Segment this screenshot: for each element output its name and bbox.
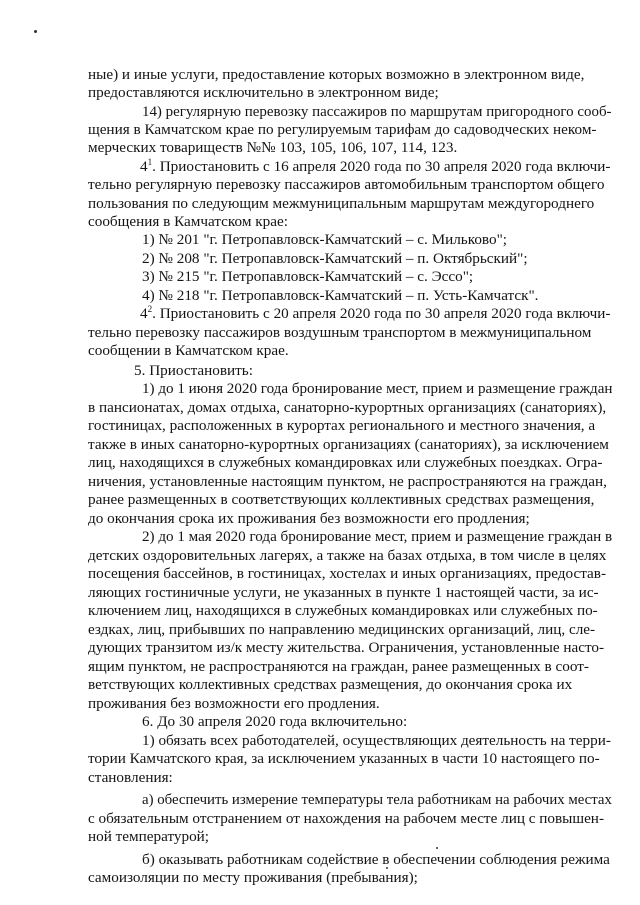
text-line: ветствующих коллективных средствах размещения, до окончания срока их [88,676,573,693]
text-line: щения в Камчатском крае по регулируемым тарифам до садоводческих неком- [88,121,597,138]
text-line: сообщения в Камчатском крае: [88,213,288,230]
text-line: $4^1$. Приостановить с 16 апреля 2020 года по 30 апреля 2020 года включи- [140,157,611,175]
text-line: а) обеспечить измерение температуры тела работникам на рабочих местах [142,791,612,808]
text-line: пользования по следующим межмуниципальным маршрутам междугороднего [88,195,595,212]
text-line: ничения, установленные настоящим пунктом, не распространяются на граждан, [88,473,607,490]
text-line: сообщении в Камчатском крае. [88,342,289,359]
text-line: посещения бассейнов, в гостиницах, хостелах и иных организациях, предостав- [88,565,607,582]
text-line: ной температурой; [88,828,210,845]
text-line: предоставляются исключительно в электронном виде; [88,84,439,101]
text-line: $4^2$. Приостановить с 20 апреля 2020 года по 30 апреля 2020 года включи- [140,304,611,322]
text-line: тории Камчатского края, за исключением указанных в части 10 настоящего по- [88,750,600,767]
text-line: 4) № 218 "г. Петропавловск-Камчатский – п. Усть-Камчатск". [142,287,539,304]
text-line: ездках, лиц, прибывших по направлению медицинских организаций, лиц, сле- [88,621,596,638]
text-line: 1) обязать всех работодателей, осуществляющих деятельность на терри- [142,732,611,749]
text-line: 2) № 208 "г. Петропавловск-Камчатский – п. Октябрьский"; [142,250,528,267]
superscript-number: 1 [147,157,153,167]
scan-speck [34,30,37,33]
text-line: 6. До 30 апреля 2020 года включительно: [142,713,408,730]
text-line: в пансионатах, домах отдыха, санаторно-курортных организациях (санаториях), [88,399,607,416]
text-line: 3) № 215 "г. Петропавловск-Камчатский – с. Эссо"; [142,268,474,285]
scan-speck [436,847,438,849]
superscript-number: 2 [147,304,153,314]
text-line: с обязательным отстранением от нахождения на рабочем месте лиц с повышен- [88,810,604,827]
text-line: 1) до 1 июня 2020 года бронирование мест, прием и размещение граждан [142,380,613,397]
text-line: 2) до 1 мая 2020 года бронирование мест, прием и размещение граждан в [142,528,613,545]
text-line: 14) регулярную перевозку пассажиров по маршрутам пригородного сооб- [142,103,612,120]
text-line: ляющих гостиничные услуги, не указанных в пункте 1 настоящей части, за ис- [88,584,599,601]
text-line: б) оказывать работникам содействие в обеспечении соблюдения режима [142,851,610,868]
text-line: самоизоляции по месту проживания (пребывания); [88,869,418,886]
text-line: лиц, находящихся в служебных командировках или служебных поездках. Огра- [88,454,603,471]
text-line: тельно перевозку пассажиров воздушным транспортом в межмуниципальном [88,324,592,341]
text-line: до окончания срока их проживания без возможности его продления; [88,510,530,527]
text-line: ные) и иные услуги, предоставление которых возможно в электронном виде, [88,66,585,83]
text-line: 5. Приостановить: [134,362,253,379]
text-line: ящим пунктом, не распространяются на граждан, ранее размещенных в соот- [88,658,589,675]
text-line: тельно регулярную перевозку пассажиров автомобильным транспортом общего [88,176,605,193]
text-line: ранее размещенных в соответствующих коллективных средствах размещения, [88,491,595,508]
text-line: гостиницах, расположенных в курортах регионального и местного значения, а [88,417,596,434]
text-line: 1) № 201 "г. Петропавловск-Камчатский – с. Мильково"; [142,231,508,248]
text-line: дующих транзитом из/к месту жительства. Ограничения, установленные насто- [88,639,605,656]
text-line: становления: [88,769,173,786]
text-line: ключением лиц, находящихся в служебных командировках или служебных по- [88,602,598,619]
text-line: мерческих товариществ №№ 103, 105, 106, 107, 114, 123. [88,139,458,156]
text-line: проживания без возможности его продления. [88,695,380,712]
text-line: детских оздоровительных лагерях, а также на базах отдыха, в том числе в целях [88,547,607,564]
text-line: также в иных санаторно-курортных организациях (санаториях), за исключением [88,436,609,453]
